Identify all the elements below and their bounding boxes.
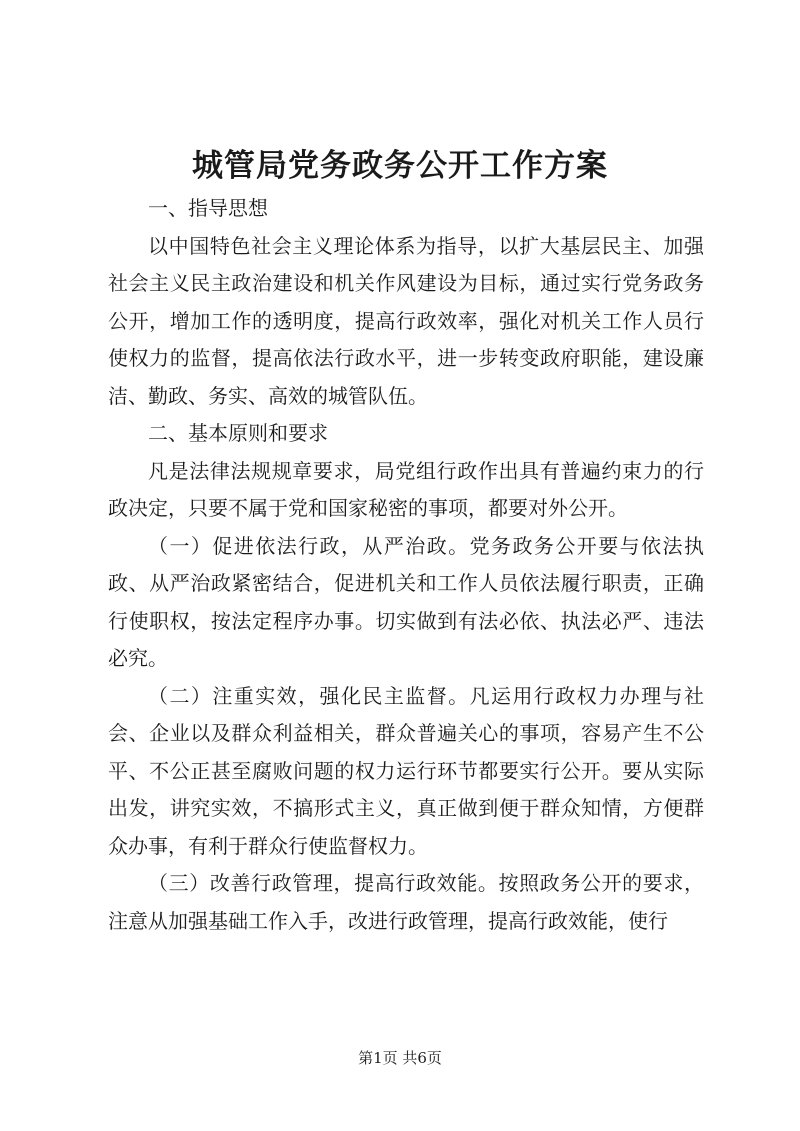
document-title: 城管局党务政务公开工作方案 [192,148,608,184]
paragraph-principle-2: （二）注重实效，强化民主监督。凡运用行政权力办理与社会、企业以及群众利益相关，群众普遍关心的事项，容易产生不公平、不公正甚至腐败问题的权力运行环节都要实行公开。要从实际出发，讲究实效，不搞形式主义，真正做到便于群众知情，方便群众办事，有利于群众行使监督权力。 [108,683,704,858]
paragraph-principles-intro: 凡是法律法规规章要求，局党组行政作出具有普遍约束力的行政决定，只要不属于党和国家秘密的事项，都要对外公开。 [108,458,704,520]
paragraph-principle-1: （一）促进依法行政，从严治政。党务政务公开要与依法执政、从严治政紧密结合，促进机关和工作人员依法履行职责，正确行使职权，按法定程序办事。切实做到有法必依、执法必严、违法必究。 [108,533,704,670]
paragraph-principle-3: （三）改善行政管理，提高行政效能。按照政务公开的要求，注意从加强基础工作入手，改进行政管理，提高行政效能，使行 [108,871,704,933]
section-heading-principles: 二、基本原则和要求 [148,421,328,445]
page-footer: 第1页 共6页 [358,1049,442,1067]
document-body [108,190,704,940]
section-heading-guiding-thought: 一、指导思想 [148,196,268,220]
paragraph-guiding-thought: 以中国特色社会主义理论体系为指导，以扩大基层民主、加强社会主义民主政治建设和机关作风建设为目标，通过实行党务政务公开，增加工作的透明度，提高行政效率，强化对机关工作人员行使权力的监督，提高依法行政水平，进一步转变政府职能，建设廉洁、勤政、务实、高效的城管队伍。 [108,233,704,408]
